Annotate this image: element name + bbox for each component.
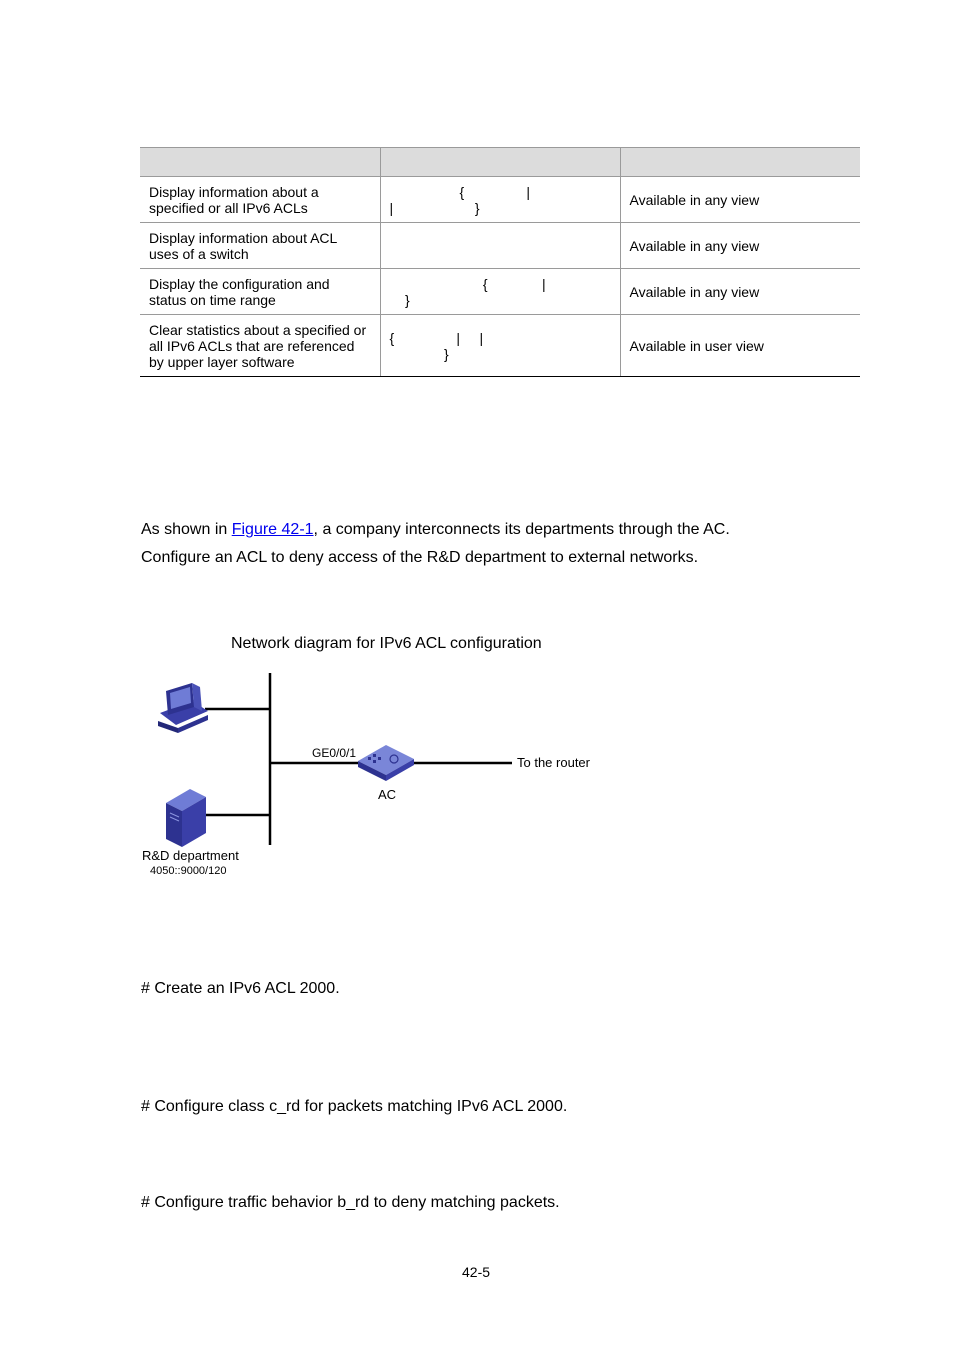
server-icon bbox=[166, 789, 206, 847]
header-remarks bbox=[620, 148, 860, 177]
command-cell: { | } bbox=[380, 269, 620, 315]
header-command bbox=[380, 148, 620, 177]
remarks-cell: Available in any view bbox=[620, 177, 860, 223]
network-diagram bbox=[130, 665, 630, 890]
table-row bbox=[140, 223, 860, 269]
ac-switch-icon bbox=[358, 745, 414, 781]
step-configure-behavior: # Configure traffic behavior b_rd to deny matching packets. bbox=[141, 1194, 560, 1211]
intro-paragraph: As shown in Figure 42-1, a company interconnects its departments through the AC. bbox=[141, 521, 730, 538]
remarks-cell: Available in any view bbox=[620, 223, 860, 269]
port-label: GE0/0/1 bbox=[312, 746, 357, 760]
figure-title: Network diagram for IPv6 ACL configuration bbox=[231, 635, 542, 652]
table-row bbox=[140, 177, 860, 223]
remarks-cell: Available in user view bbox=[620, 315, 860, 377]
header-operation bbox=[140, 148, 380, 177]
operation-cell: Display the configuration and status on time range bbox=[140, 269, 380, 315]
operation-cell: Display information about ACL uses of a switch bbox=[140, 223, 380, 269]
dept-label: R&D department bbox=[142, 848, 239, 863]
ac-label: AC bbox=[378, 787, 397, 802]
step-create-acl: # Create an IPv6 ACL 2000. bbox=[141, 980, 340, 997]
remarks-cell: Available in any view bbox=[620, 269, 860, 315]
operation-cell: Clear statistics about a specified or all IPv6 ACLs that are referenced by upper layer software bbox=[140, 315, 380, 377]
dept-subnet: 4050::9000/120 bbox=[150, 865, 227, 877]
requirement-paragraph: Configure an ACL to deny access of the R&D department to external networks. bbox=[141, 549, 699, 566]
figure-link[interactable]: Figure 42-1 bbox=[231, 521, 314, 538]
table-header-row bbox=[140, 148, 860, 177]
step-configure-class: # Configure class c_rd for packets matching IPv6 ACL 2000. bbox=[141, 1098, 568, 1115]
pc-icon bbox=[158, 683, 208, 733]
page-number: 42-5 bbox=[462, 1264, 491, 1280]
command-cell bbox=[380, 223, 620, 269]
command-cell: { | | } bbox=[380, 177, 620, 223]
table-row bbox=[140, 315, 860, 377]
command-table bbox=[140, 147, 860, 377]
command-cell: { | | } bbox=[380, 315, 620, 377]
table-row bbox=[140, 269, 860, 315]
router-label: To the router bbox=[517, 755, 590, 770]
operation-cell: Display information about a specified or all IPv6 ACLs bbox=[140, 177, 380, 223]
